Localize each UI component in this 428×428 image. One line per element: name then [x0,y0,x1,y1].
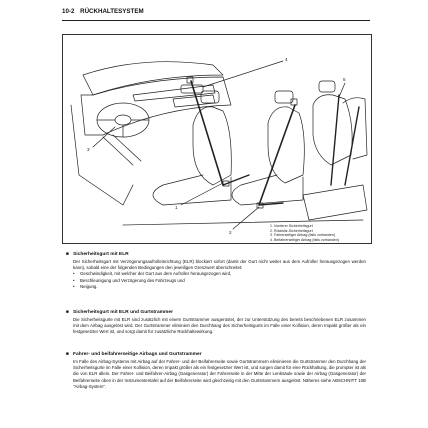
callout-1: 1 [175,205,178,210]
section-title-airbags: ■ Fahrer- und beifahrerseitige Airbags und Gurtstrammer [66,352,202,357]
section-elr [66,252,366,291]
legend-item: 1. Vorderer Sicherheitsgurt [270,224,313,228]
page-header [62,6,370,21]
section-title-elr: ■ Sicherheitsgurt mit ELR [66,252,129,257]
square-bullet-icon: ■ [66,252,69,257]
car-interior-drawing [63,35,373,245]
legend-item: 4. Beifahrerseitiger Airbag (falls vorhanden) [270,237,340,242]
section-pretensioner [66,310,366,336]
list-item: • Beschleunigung und Verzögerung des Fahrzeugs und [73,278,366,284]
square-bullet-icon: ■ [66,310,69,315]
seatbelt-illustration [62,34,372,244]
section-text-pretensioner: Die Sicherheitsgurte mit ELR sind zusätzlich mit einem Gurtstrammer ausgerüstet, der zur Unterstützung des bereits beschriebenen ELR zusammen mit dem Airbag ausgelöst wird. Der Gurtstrammer eliminiert den Durchhang des Sicherheitsgurts im Falle einer Kollision, deren Impakt größer als ein festgesetzter Wert ist, und sorgt damit für zusätzliche Rückhaltewirkung. [73,316,366,335]
square-bullet-icon: ■ [66,352,69,357]
callout-4: 4 [285,57,288,62]
list-item: • Geschwindigkeit, mit welcher der Gurt aus dem Aufroller herausgezogen wird, [73,271,366,277]
section-title-pretensioner: ■ Sicherheitsgurt mit ELR und Gurtstrammer [66,310,174,315]
list-item: • Neigung. [73,284,366,290]
legend-item: 2. Rücksitz-Sicherheitsgurt [270,228,313,233]
legend-item: 3. Fahrerseitiger Airbag (falls vorhanden) [270,233,336,238]
page-number: 10-2 [62,8,75,15]
figure-legend [270,224,370,242]
callout-5: 5 [343,77,346,82]
section-text-elr: Der Sicherheitsgurt mit Verzögerungsaufrolleinrichtung (ELR) blockiert sofort (damit der Gurt nicht weiter aus dem Aufroller herausgezogen werden kann), sobald eine der folgenden Bedingungen den jeweiligen Grenzwert überschreitet: [73,258,366,270]
condition-list [66,271,366,290]
callout-3: 3 [87,147,90,152]
callout-2: 2 [229,230,232,235]
section-text-airbags: Im Falle des Airbag-Systems mit Airbag auf der Fahrer- und der Beifahrerseite sowie Gurtstrammern eliminieren die Gurtstrammer den Durchhang der Sicherheitsgurte im Falle einer Kollision, deren Impakt größer als ein festgesetzter Wert ist, und sorgen damit für eine Rückhaltung, die prompter ist als die von ELR allein. Der Fahrer- und Beifahrer-Airbag (Gasgenerator) der Fahrerseite in der Mitte der Lenksäule sowie der Airbag (Gasgenerator) der Beifahrerseite oben in der Instrumententafel auf der Beifahrerseite wird gleichzeitig mit den Gurtstrammern ausgelöst. Näheres siehe ABSCHNITT 10B "Airbag-System". [73,358,366,390]
section-airbags [66,352,366,391]
section-title: RÜCKHALTESYSTEM [80,8,144,15]
